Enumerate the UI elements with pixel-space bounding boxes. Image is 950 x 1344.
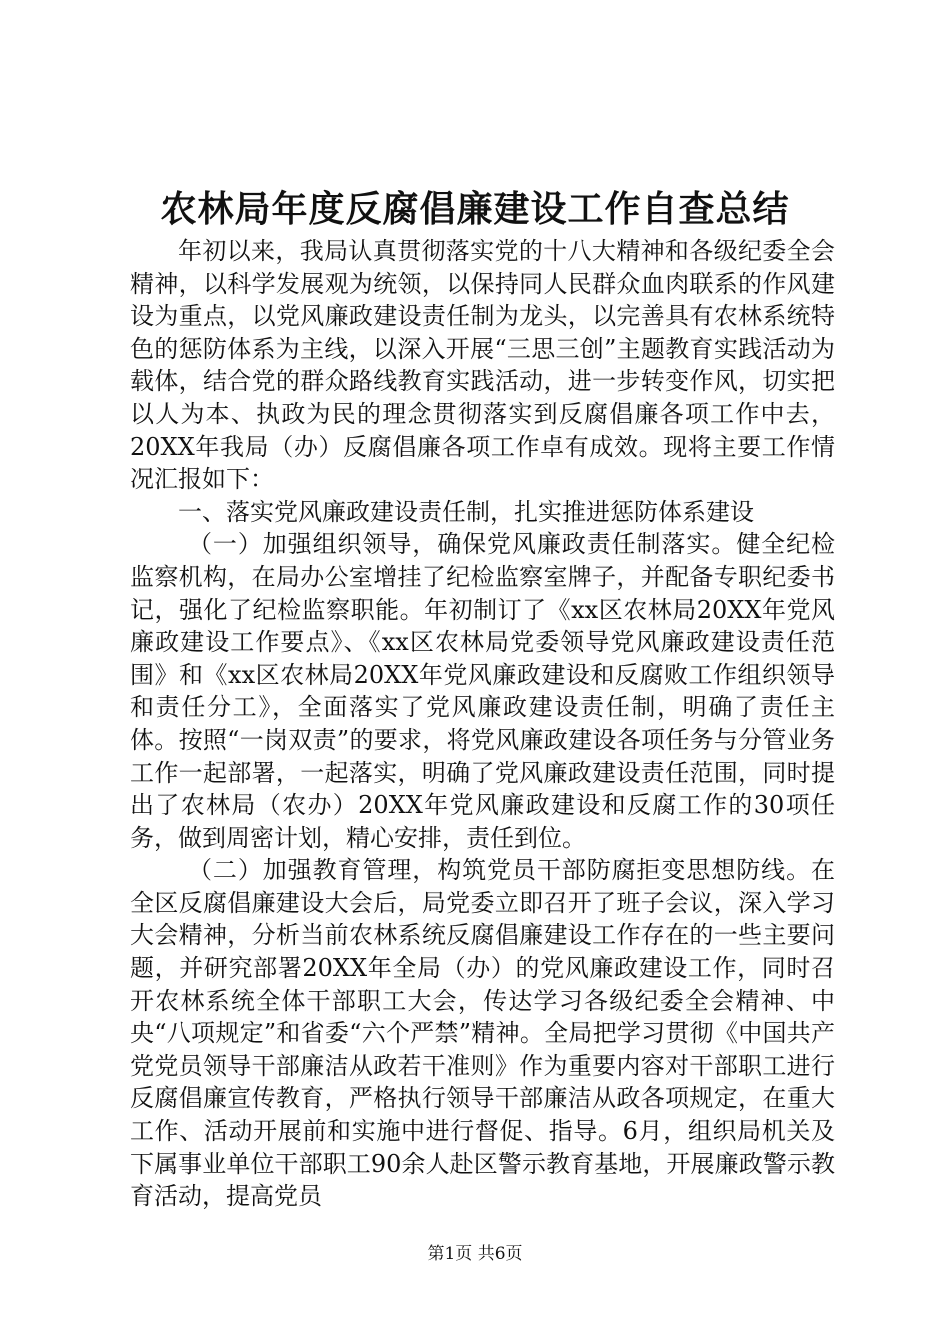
intro-paragraph: 年初以来，我局认真贯彻落实党的十八大精神和各级纪委全会精神，以科学发展观为统领，以保持同人民群众血肉联系的作风建设为重点，以党风廉政建设责任制为龙头，以完善具有农林系统特色的惩防体系为主线，以深入开展“三思三创”主题教育实践活动为载体，结合党的群众路线教育实践活动，进一步转变作风，切实把以人为本、执政为民的理念贯彻落实到反腐倡廉各项工作中去，20XX年我局（办）反腐倡廉各项工作卓有成效。现将主要工作情况汇报如下： [130, 237, 835, 494]
subsection-paragraph-2: （二）加强教育管理，构筑党员干部防腐拒变思想防线。在全区反腐倡廉建设大会后，局党委立即召开了班子会议，深入学习大会精神，分析当前农林系统反腐倡廉建设工作存在的一些主要问题，并研究部署20XX年全局（办）的党风廉政建设工作，同时召开农林系统全体干部职工大会，传达学习各级纪委全会精神、中央“八项规定”和省委“六个严禁”精神。全局把学习贯彻《中国共产党党员领导干部廉洁从政若干准则》作为重要内容对干部职工进行反腐倡廉宣传教育，严格执行领导干部廉洁从政各项规定，在重大工作、活动开展前和实施中进行督促、指导。6月，组织局机关及下属事业单位干部职工90余人赴区警示教育基地，开展廉政警示教育活动，提高党员 [130, 856, 835, 1211]
page-footer: 第1页 共6页 [427, 1244, 523, 1264]
section-heading: 一、落实党风廉政建设责任制，扎实推进惩防体系建设 [178, 497, 754, 526]
document-title: 农林局年度反腐倡廉建设工作自查总结 [160, 188, 790, 230]
document-body [130, 235, 835, 1213]
subsection-paragraph-1: （一）加强组织领导，确保党风廉政责任制落实。健全纪检监察机构，在局办公室增挂了纪检监察室牌子，并配备专职纪委书记，强化了纪检监察职能。年初制订了《xx区农林局20XX年党风廉政建设工作要点》、《xx区农林局党委领导党风廉政建设责任范围》和《xx区农林局20XX年党风廉政建设和反腐败工作组织领导和责任分工》，全面落实了党风廉政建设责任制，明确了责任主体。按照“一岗双责”的要求，将党风廉政建设各项任务与分管业务工作一起部署，一起落实，明确了党风廉政建设责任范围，同时提出了农林局（农办）20XX年党风廉政建设和反腐工作的30项任务，做到周密计划，精心安排，责任到位。 [130, 530, 835, 852]
